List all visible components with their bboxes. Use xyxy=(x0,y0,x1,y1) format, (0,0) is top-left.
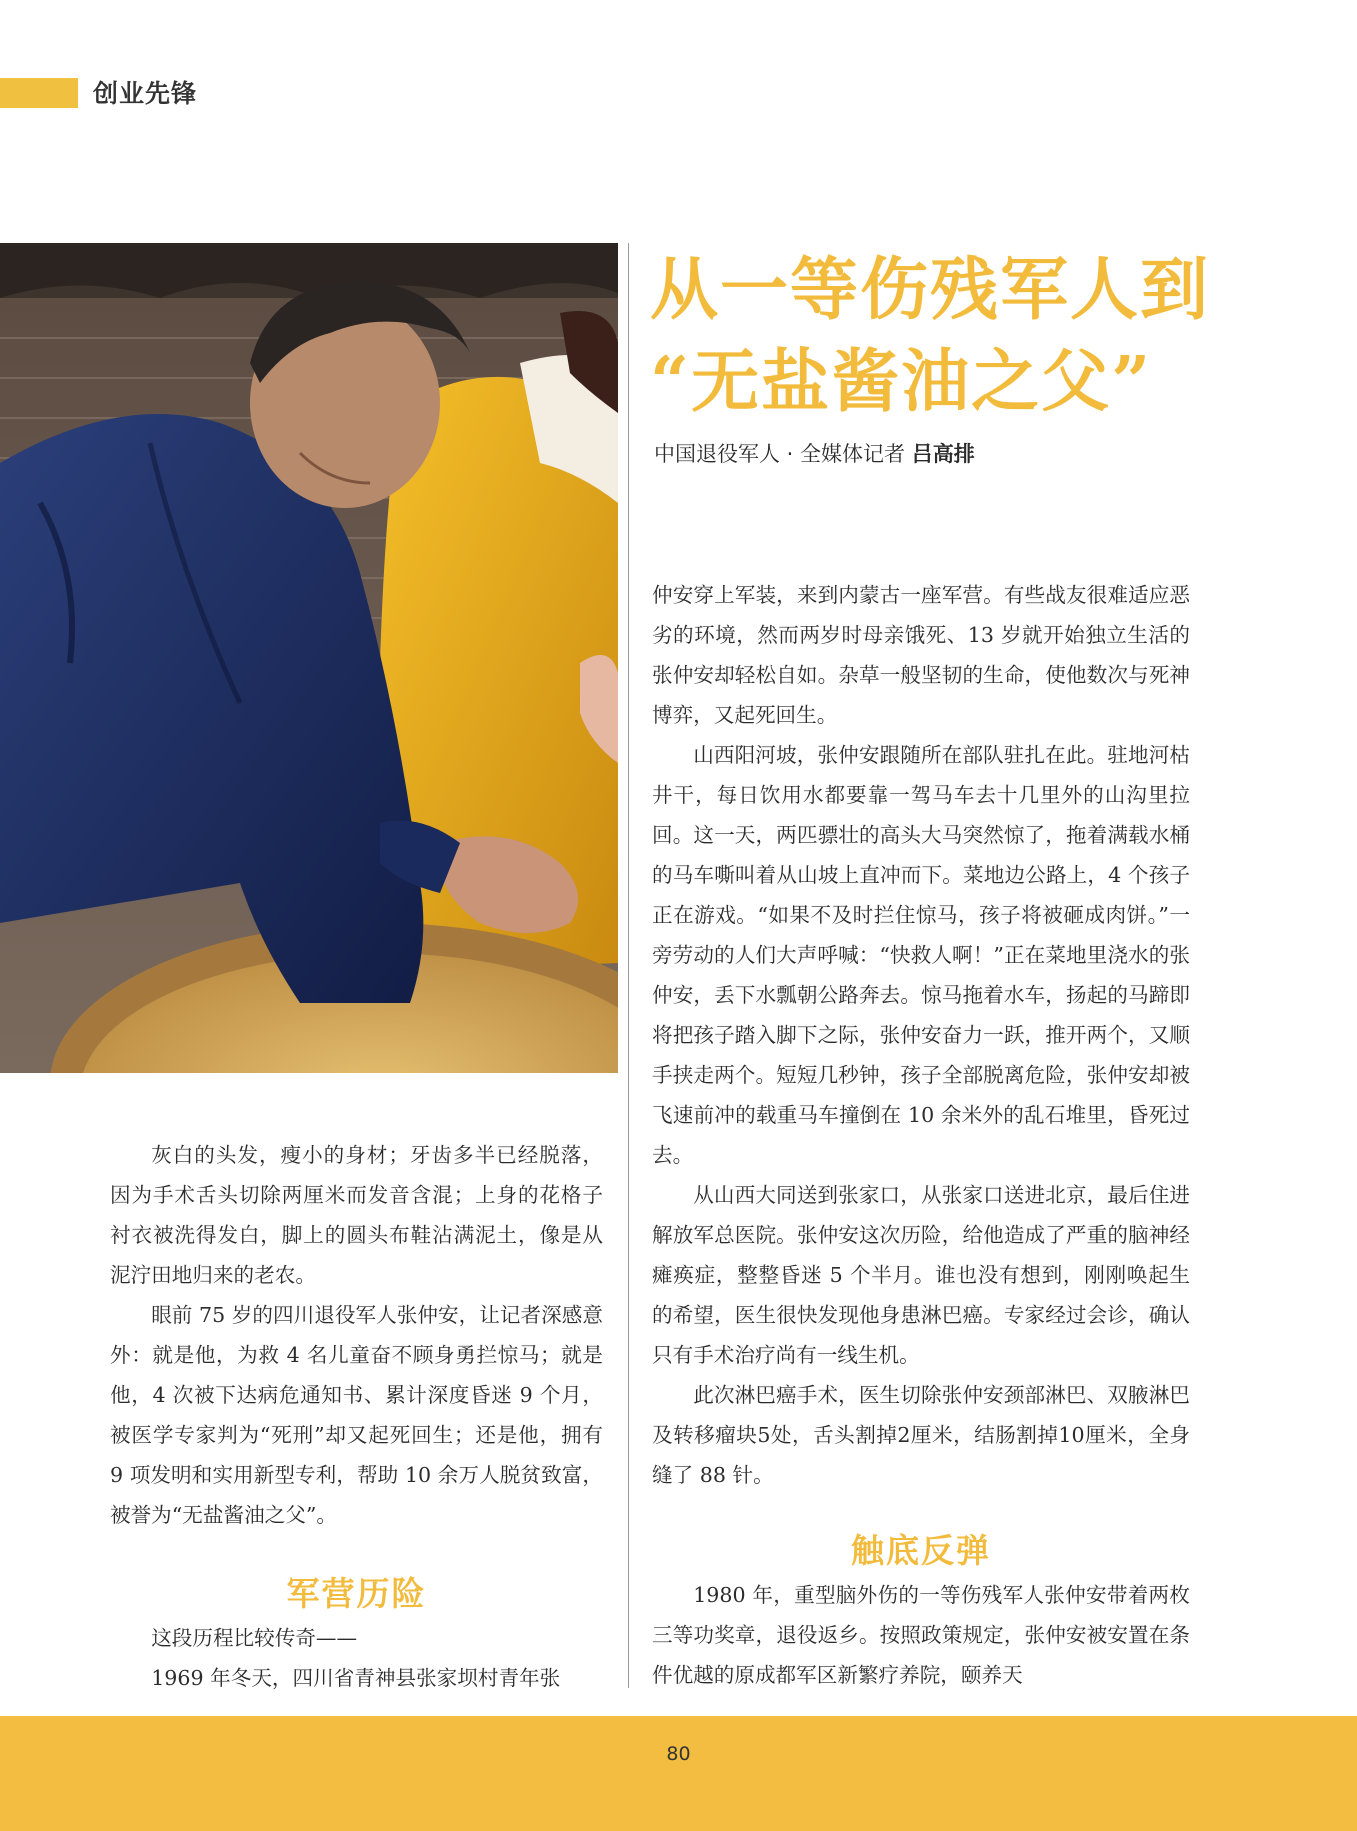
byline xyxy=(654,438,975,468)
paragraph: 1980 年，重型脑外伤的一等伤残军人张仲安带着两枚三等功奖章，退役返乡。按照政策规定，张仲安被安置在条件优越的原成都军区新繁疗养院，颐养天 xyxy=(652,1583,1190,1687)
paragraph: 此次淋巴癌手术，医生切除张仲安颈部淋巴、双腋淋巴及转移瘤块5处，舌头割掉2厘米，结肠割掉10厘米，全身缝了 88 针。 xyxy=(652,1383,1190,1487)
column-divider xyxy=(628,243,629,1688)
right-column-body-after xyxy=(652,1575,1190,1695)
section-label: 创业先锋 xyxy=(93,79,198,108)
paragraph: 从山西大同送到张家口，从张家口送进北京，最后住进解放军总医院。张仲安这次历险，给他造成了严重的脑神经瘫痪症，整整昏迷 5 个半月。谁也没有想到，刚刚唤起生的希望，医生很快发现他身患淋巴癌。专家经过会诊，确认只有手术治疗尚有一线生机。 xyxy=(652,1183,1190,1367)
article-photo xyxy=(0,243,618,1073)
section-color-bar xyxy=(0,78,78,108)
paragraph: 灰白的头发，瘦小的身材；牙齿多半已经脱落，因为手术舌头切除两厘米而发音含混；上身的花格子衬衣被洗得发白，脚上的圆头布鞋沾满泥土，像是从泥泞田地归来的老农。 xyxy=(110,1143,603,1287)
left-column-body-after xyxy=(110,1618,603,1698)
subhead-military-adventure: 军营历险 xyxy=(286,1574,427,1613)
right-column-body xyxy=(652,575,1190,1495)
paragraph: 仲安穿上军装，来到内蒙古一座军营。有些战友很难适应恶劣的环境，然而两岁时母亲饿死、13 岁就开始独立生活的张仲安却轻松自如。杂草一般坚韧的生命，使他数次与死神博弈，又起死回生。 xyxy=(652,583,1190,727)
footer-bar xyxy=(0,1716,1357,1831)
page-number: 80 xyxy=(666,1743,691,1765)
byline-prefix: 中国退役军人 · 全媒体记者 xyxy=(654,442,912,466)
left-column-body xyxy=(110,1135,603,1535)
paragraph: 眼前 75 岁的四川退役军人张仲安，让记者深感意外：就是他，为救 4 名儿童奋不顾身勇拦惊马；就是他，4 次被下达病危通知书、累计深度昏迷 9 个月，被医学专家判为“死刑”却又起死回生；还是他，拥有 9 项发明和实用新型专利，帮助 10 余万人脱贫致富，被誉为“无盐酱油之父”。 xyxy=(110,1303,603,1527)
article-title-line-1: 从一等伤残军人到 xyxy=(650,250,1211,330)
article-title-line-2: “无盐酱油之父” xyxy=(650,342,1153,422)
subhead-rebound: 触底反弹 xyxy=(851,1531,991,1570)
paragraph: 山西阳河坡，张仲安跟随所在部队驻扎在此。驻地河枯井干，每日饮用水都要靠一驾马车去十几里外的山沟里拉回。这一天，两匹骠壮的高头大马突然惊了，拖着满载水桶的马车嘶叫着从山坡上直冲而下。菜地边公路上，4 个孩子正在游戏。“如果不及时拦住惊马，孩子将被砸成肉饼。”一旁劳动的人们大声呼喊：“快救人啊！”正在菜地里浇水的张仲安，丢下水瓢朝公路奔去。惊马拖着水车，扬起的马蹄即将把孩子踏入脚下之际，张仲安奋力一跃，推开两个，又顺手挟走两个。短短几秒钟，孩子全部脱离危险，张仲安却被飞速前冲的载重马车撞倒在 10 余米外的乱石堆里，昏死过去。 xyxy=(652,743,1190,1167)
paragraph: 这段历程比较传奇—— xyxy=(151,1626,358,1650)
byline-author: 吕高排 xyxy=(911,442,975,466)
paragraph: 1969 年冬天，四川省青神县张家坝村青年张 xyxy=(151,1666,561,1690)
